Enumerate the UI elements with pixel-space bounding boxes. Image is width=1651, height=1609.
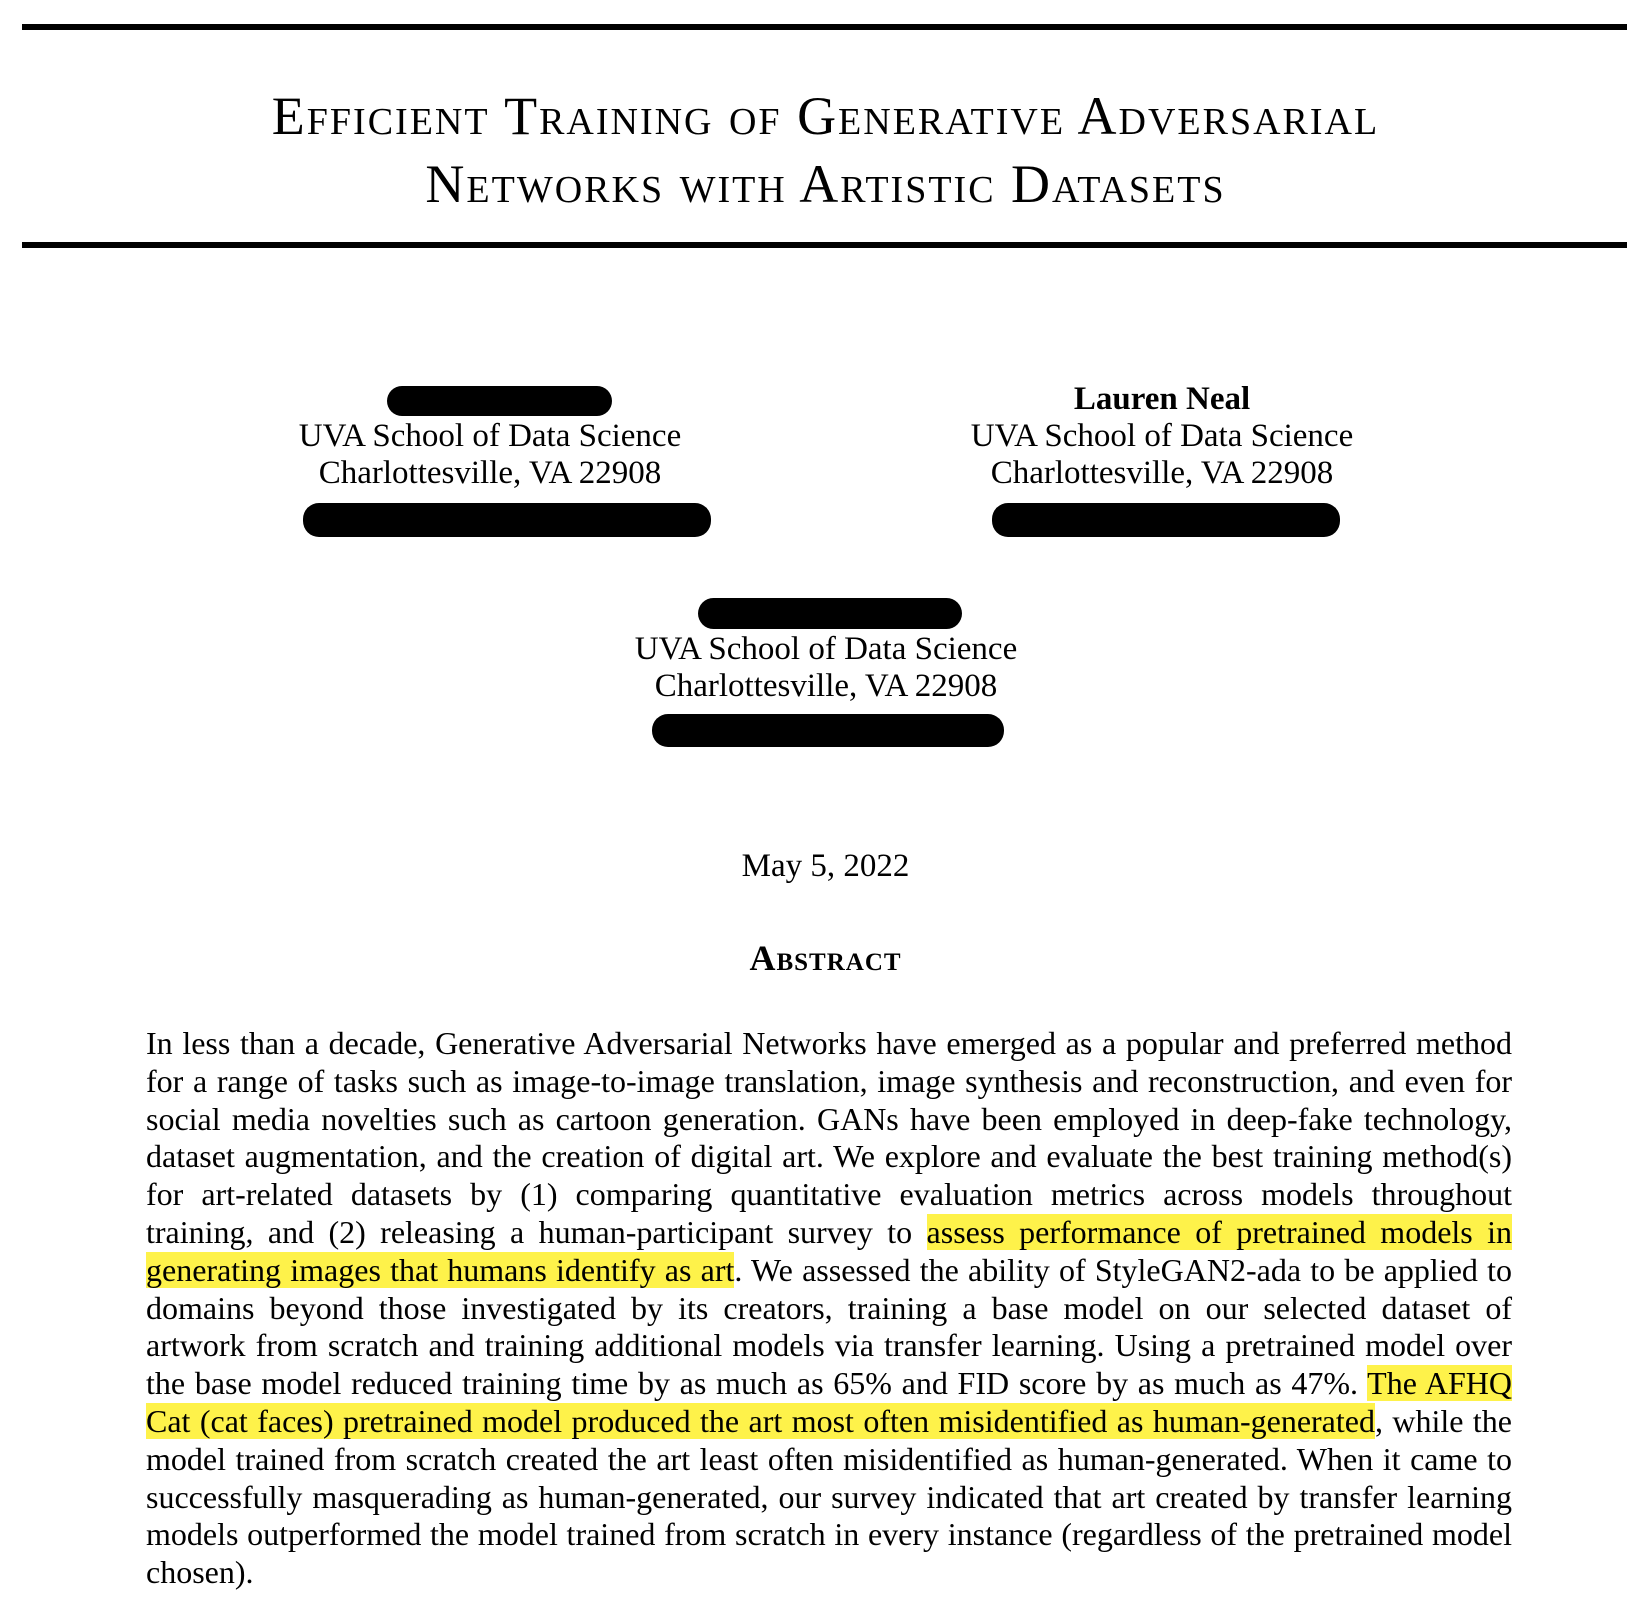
abstract-highlight-1: assess performance of pretrained models in generating images that humans identify as art [146,1213,1513,1288]
author-3-address: Charlottesville, VA 22908 [654,668,998,704]
author-3-email-redaction [652,714,1004,747]
paper-date: May 5, 2022 [741,848,910,884]
title-line-2: Networks with Artistic Datasets [425,154,1226,214]
abstract-text-2: . We assessed the ability of StyleGAN2-ada to be applied to domains beyond those investigated by its creators, training a base model on our selected dataset of artwork from scratch and training additional models via transfer learning. Using a pretrained model over the base model reduced training time by as much as 65% and FID score by as much as 47%. [146,1251,1513,1402]
author-1-email-redaction [303,503,711,537]
author-3-name-redaction [698,598,962,629]
author-2-affiliation: UVA School of Data Science [970,418,1354,454]
paper-title [0,82,1651,218]
abstract-text-3: , while the model trained from scratch created the art least often misidentified as human-generated. When it came to successfully masquerading as human-generated, our survey indicated that art created by transfer learning models outperformed the model trained from scratch in every instance (regardless of the pretrained model chosen). [146,1402,1513,1591]
author-2-name-line [922,381,1402,418]
author-2-address: Charlottesville, VA 22908 [990,455,1334,491]
author-2-name: Lauren Neal [1073,381,1251,417]
author-1-name-redaction [387,386,612,416]
abstract-body [146,1025,1512,1592]
title-bottom-rule [22,242,1627,248]
abstract-highlight-2: The AFHQ Cat (cat faces) pretrained model produced the art most often misidentified as human-generated [146,1365,1513,1439]
abstract-heading: Abstract [749,938,902,978]
abstract-text-1: In less than a decade, Generative Adversarial Networks have emerged as a popular and preferred method for a range of tasks such as image-to-image translation, image synthesis and reconstruction, and even for social media novelties such as cartoon generation. GANs have been employed in deep-fake technology, dataset augmentation, and the creation of digital art. We explore and evaluate the best training method(s) for art-related datasets by (1) comparing quantitative evaluation metrics across models throughout training, and (2) releasing a human-participant survey to [146,1025,1512,1250]
title-line-1: Efficient Training of Generative Adversarial [271,86,1380,146]
author-1-address: Charlottesville, VA 22908 [318,455,662,491]
author-3-affiliation: UVA School of Data Science [634,631,1018,667]
author-block-2 [922,381,1402,492]
title-top-rule [22,24,1627,30]
author-1-affiliation: UVA School of Data Science [298,418,682,454]
author-2-email-redaction [992,503,1340,537]
